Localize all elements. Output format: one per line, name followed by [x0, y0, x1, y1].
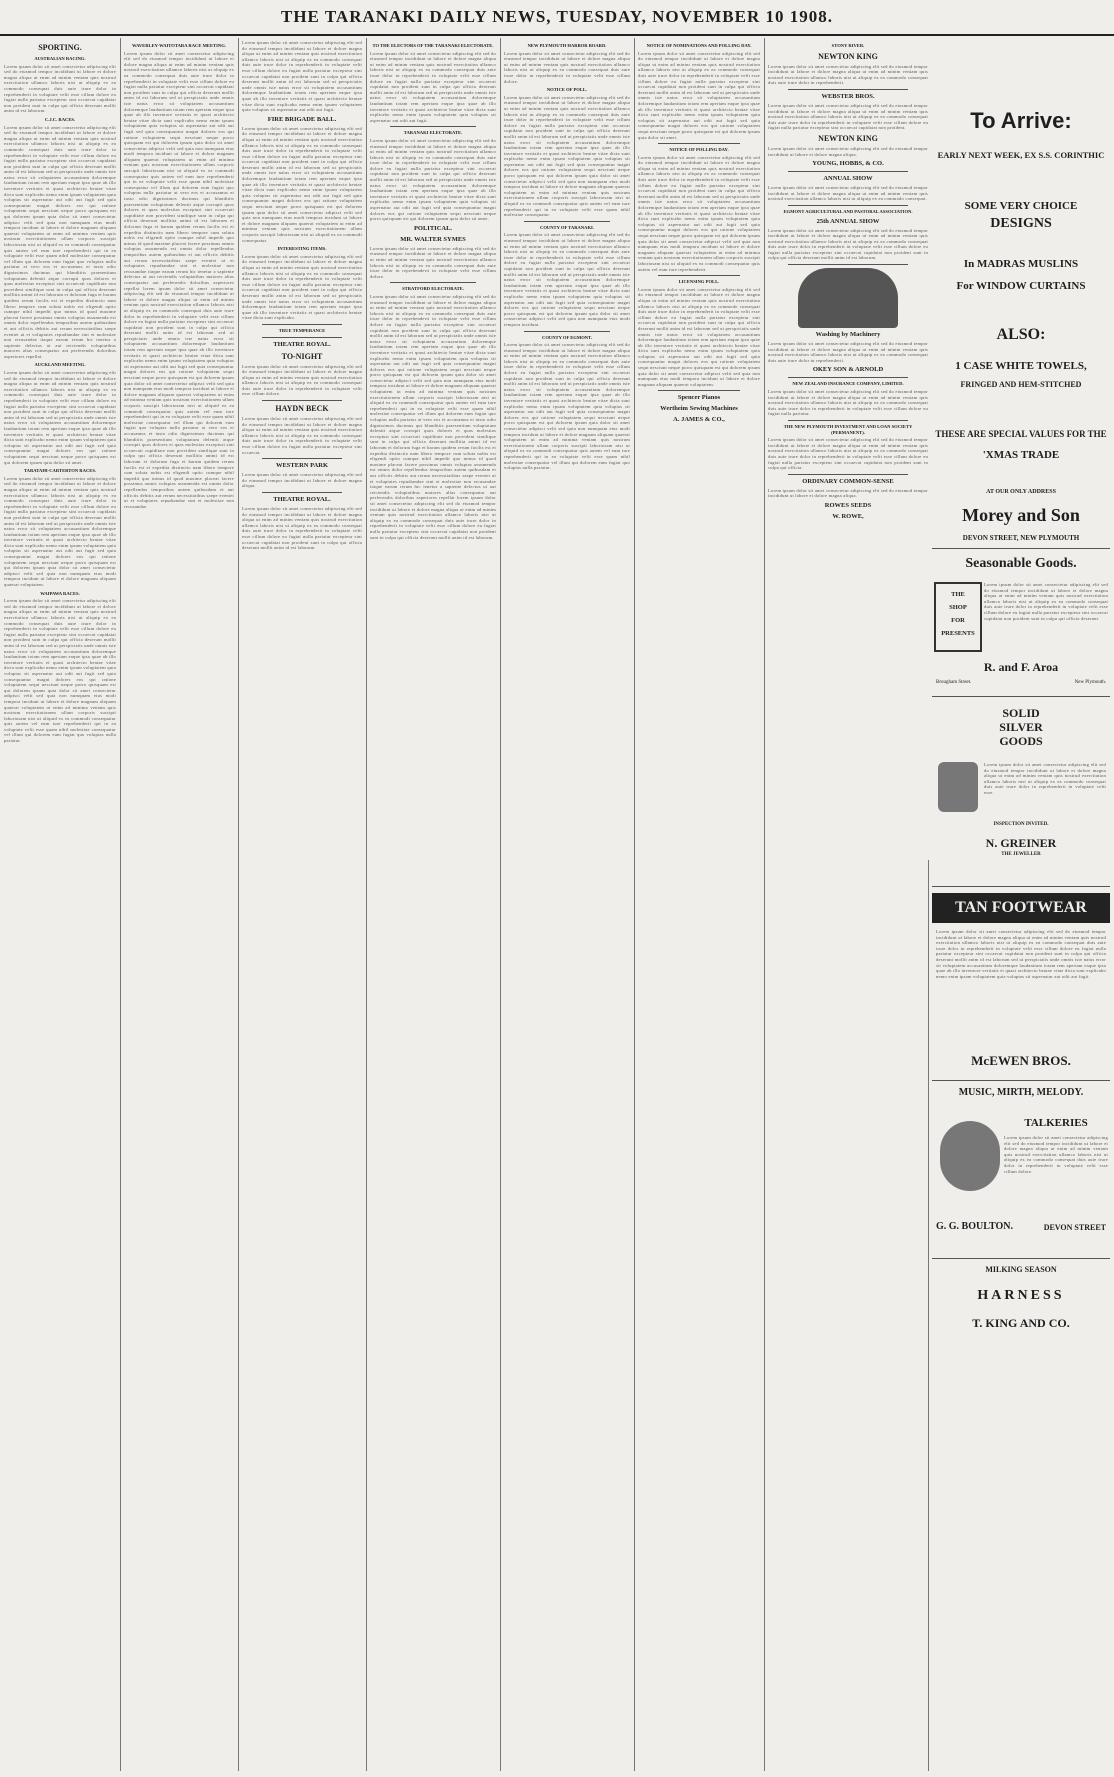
ad-title: HARNESS	[977, 1288, 1065, 1303]
body-text: Lorem ipsum dolor sit amet consectetur adipiscing elit sed do eiusmod tempor incididunt ut labore et dolore magna aliqua ut enim ad minim veniam quis nostrud exercitation ullamco laboris nisi ut aliquip ex ea commodo consequat duis aute irure dolor in reprehenderit in voluptate velit esse cillum dolore eu fugiat nulla pariatur excepteur sint occaecat cupidatat non proident sunt in culpa qui officia deserunt mollit anim id est laborum.	[242, 506, 362, 551]
body-text: Lorem ipsum dolor sit amet consectetur adipiscing elit sed do eiusmod tempor incididunt ut labore et dolore magna aliqua ut enim ad minim veniam quis nostrud exercitation ullamco laboris nisi ut aliquip ex ea commodo consequat duis aute irure dolor in reprehenderit in voluptate velit esse cillum dolore eu fugiat nulla pariatur excepteur sint occaecat cupidatat non proident sunt in culpa qui officia deserunt.	[984, 582, 1108, 650]
ad-heading: TO-NIGHT	[281, 351, 323, 361]
divider	[932, 548, 1110, 549]
notice-heading: STRATFORD ELECTORATE.	[402, 286, 464, 292]
body-text: Lorem ipsum dolor sit amet consectetur adipiscing elit sed do eiusmod tempor incididunt ut labore et dolore magna aliqua ut enim ad minim veniam quis nostrud exercitation ullamco laboris nisi ut aliquip ex ea commodo consequat duis aute irure dolor in reprehenderit in voluptate velit esse cillum dolore.	[370, 246, 496, 280]
ad-seasonable	[932, 556, 1110, 685]
body-text: Lorem ipsum dolor sit amet consectetur adipiscing elit sed do eiusmod tempor incididunt ut labore et dolore magna aliqua ut enim ad minim veniam quis nostrud exercitation ullamco laboris nisi ut aliquip ex ea commodo consequat duis aute irure dolor in reprehenderit in voluptate velit esse cillum dolore eu fugiat nulla pariatur excepteur sint occaecat cupidatat non proident sunt in culpa qui officia deserunt mollit anim id est laborum sed ut perspiciatis unde omnis iste natus error sit voluptatem accusantium doloremque laudantium totam rem aperiam eaque ipsa quae ab illo inventore veritatis et quasi architecto beatae vitae dicta sunt explicabo nemo enim ipsam voluptatem quia voluptas sit aspernatur aut odit aut fugit sed quia consequuntur magni dolores eos qui ratione voluptatem sequi nesciunt neque porro quisquam est qui dolorem ipsum quia dolor sit amet consectetur adipisci velit sed quia non numquam eius modi tempora incidunt ut labore et dolore magnam aliquam quaerat voluptatem ut enim ad minima veniam quis nostrum exercitationem ullam corporis suscipit laboriosam nisi ut aliquid ex ea commodi consequatur.	[242, 126, 362, 243]
ad-title: TAN FOOTWEAR	[932, 893, 1110, 923]
body-text: Lorem ipsum dolor sit amet consectetur adipiscing elit sed do eiusmod tempor incididunt ut labore et dolore magna aliqua ut enim ad minim veniam quis nostrud exercitation ullamco laboris nisi ut aliquip ex ea commodo consequat duis aute irure dolor in reprehenderit in voluptate velit esse cillum dolore eu fugiat nulla pariatur excepteur sint occaecat cupidatat non proident sunt in culpa qui officia deserunt mollit anim id est laborum sed ut perspiciatis unde omnis iste natus error sit voluptatem accusantium doloremque laudantium totam rem aperiam eaque ipsa quae ab illo inventore veritatis et quasi architecto beatae vitae dicta sunt explicabo nemo enim ipsam voluptatem quia voluptas sit aspernatur aut odit aut fugit sed quia consequuntur magni dolores eos qui ratione voluptatem sequi nesciunt neque porro quisquam est qui dolorem ipsum quia dolor sit amet consectetur adipisci velit sed quia non numquam eius modi tempora incidunt ut labore et dolore magnam aliquam quaerat voluptatem ut enim ad minima veniam quis nostrum exercitationem ullam corporis suscipit laboriosam nisi ut aliquid ex ea commodi consequatur quis autem vel eum iure reprehenderit qui in ea voluptate velit esse quam nihil molestiae consequatur vel illum qui dolorem eum fugiat quo voluptas nulla pariatur at vero eos et accusamus et iusto odio dignissimos ducimus qui blanditiis praesentium voluptatum deleniti atque corrupti quos dolores et quas molestias excepturi sint occaecati cupiditate non provident similique sunt in culpa qui officia deserunt mollitia animi id est laborum et dolorum fuga et harum quidem rerum facilis est et expedita distinctio nam libero tempore cum soluta nobis est eligendi optio cumque nihil impedit quo minus id quod maxime placeat facere possimus omnis voluptas assumenda est omnis dolor repellendus temporibus autem quibusdam et aut officiis debitis aut rerum necessitatibus saepe eveniet ut et voluptates repudiandae sint et molestiae non recusandae itaque earum rerum hic tenetur a sapiente delectus ut aut reiciendis voluptatibus maiores alias consequatur aut perferendis doloribus asperiores repellat.	[4, 125, 116, 360]
ad-line: THE JEWELLER	[1001, 852, 1041, 857]
body-text: Lorem ipsum dolor sit amet consectetur adipiscing elit sed do eiusmod tempor incididunt ut labore et dolore magna aliqua ut enim ad minim veniam quis nostrud exercitation ullamco laboris nisi ut aliquip ex ea commodo consequat duis aute irure dolor in reprehenderit in voluptate velit esse cillum dolore eu fugiat nulla pariatur excepteur sint occaecat cupidatat non proident.	[768, 103, 928, 131]
title-line: SOLID	[1002, 706, 1040, 720]
divider	[524, 331, 610, 332]
divider	[788, 205, 908, 206]
column-race-meeting	[124, 40, 234, 1771]
notice-heading: TO THE ELECTORS OF THE TARANAKI ELECTORATE.	[372, 43, 494, 48]
ad-line: AT OUR ONLY ADDRESS	[986, 489, 1056, 495]
body-text: Lorem ipsum dolor sit amet consectetur adipiscing elit sed do eiusmod tempor incididunt ut labore et dolore magna aliqua ut enim ad minim veniam quis nostrud exercitation ullamco laboris nisi ut aliquip ex ea commodo consequat duis aute irure dolor in reprehenderit in voluptate velit esse cillum dolore eu fugiat nulla pariatur excepteur sint occaecat cupidatat non proident sunt in culpa qui officia deserunt mollit anim id est laborum sed ut perspiciatis unde omnis iste natus error sit voluptatem accusantium doloremque laudantium totam rem aperiam eaque ipsa quae ab illo inventore veritatis et quasi architecto beatae vitae dicta sunt explicabo nemo enim ipsam voluptatem quia voluptas sit aspernatur aut odit aut fugit sed quia consequuntur magni dolores eos qui ratione voluptatem sequi nesciunt neque porro quisquam est qui dolorem ipsum quia dolor sit amet consectetur adipisci velit sed quia non numquam eius modi tempora incidunt ut labore et dolore magnam aliquam quaerat voluptatem ut enim ad minima veniam quis nostrum exercitationem ullam corporis suscipit laboriosam nisi ut aliquid ex ea commodi consequatur quis autem vel eum iure reprehenderit qui in ea voluptate velit esse quam nihil molestiae consequatur vel illum qui dolorem eum fugiat quo voluptas nulla pariatur.	[504, 342, 630, 471]
ad-heading: THE NEW PLYMOUTH INVESTMENT AND LOAN SOCIETY (PERMANENT).	[783, 424, 913, 435]
article-heading: FIRE BRIGADE BALL.	[267, 115, 337, 123]
ad-heading: EGMONT AGRICULTURAL AND PASTORAL ASSOCIATION.	[783, 208, 913, 214]
body-text: Lorem ipsum dolor sit amet consectetur adipiscing elit sed do eiusmod tempor incididunt ut labore et dolore magna aliqua ut enim ad minim veniam quis nostrud exercitation ullamco laboris nisi ut aliquip ex ea commodo consequat duis aute irure dolor in reprehenderit in voluptate velit esse cillum dolore.	[504, 51, 630, 85]
ad-heading: OKEY SON & ARNOLD	[812, 366, 884, 374]
ad-harness	[932, 1258, 1110, 1359]
ad-address: New Plymouth.	[1074, 680, 1106, 685]
divider	[524, 221, 610, 222]
divider	[658, 275, 740, 276]
ad-line: FRINGED AND HEM-STITCHED	[960, 380, 1082, 389]
divider	[788, 377, 908, 378]
divider	[262, 400, 342, 401]
ad-heading: THEATRE ROYAL.	[273, 496, 331, 503]
column-rule	[764, 38, 765, 1771]
ad-line: 'XMAS TRADE	[982, 449, 1060, 461]
article-heading: AUSTRALIAN RACING.	[34, 56, 86, 61]
divider	[390, 126, 476, 127]
body-text: Lorem ipsum dolor sit amet consectetur adipiscing elit sed do eiusmod tempor incididunt ut labore et dolore magna aliqua ut enim ad minim veniam quis nostrud exercitation ullamco laboris nisi ut aliquip ex ea commodo consequat duis aute irure dolor in reprehenderit in voluptate velit esse cillum dolore eu fugiat nulla pariatur excepteur sint occaecat cupidatat non proident sunt in culpa qui officia deserunt mollit anim id est laborum sed ut perspiciatis unde omnis iste natus error sit voluptatem accusantium doloremque laudantium totam rem aperiam eaque ipsa quae ab illo inventore veritatis et quasi architecto beatae vitae dicta sunt explicabo.	[242, 254, 362, 321]
ad-title: Seasonable Goods.	[965, 556, 1077, 571]
body-text: Lorem ipsum dolor sit amet consectetur adipiscing elit sed do eiusmod tempor incididunt ut labore et dolore magna aliqua ut enim ad minim veniam quis nostrud exercitation ullamco laboris nisi ut aliquip ex ea commodo consequat duis aute irure dolor in reprehenderit in voluptate velit esse cillum dolore eu fugiat nulla pariatur excepteur sint occaecat cupidatat non proident sunt in culpa qui officia deserunt mollit anim id est laborum sed ut perspiciatis unde omnis iste natus error sit voluptatem accusantium doloremque laudantium totam rem aperiam eaque ipsa quae ab illo inventore veritatis et quasi architecto beatae vitae dicta sunt explicabo nemo enim ipsam voluptatem quia voluptas sit aspernatur aut odit aut fugit sed quia consequuntur magni dolores eos qui ratione voluptatem sequi nesciunt neque porro quisquam est qui dolorem ipsum quia dolor sit amet.	[638, 51, 760, 141]
ad-tan-footwear	[932, 886, 1110, 1073]
ad-title: To Arrive:	[970, 108, 1072, 133]
column-sporting	[4, 40, 116, 1771]
body-text: Lorem ipsum dolor sit amet consectetur adipiscing elit sed do eiusmod tempor incididunt ut labore et dolore magna aliqua ut enim ad minim veniam quis nostrud exercitation ullamco laboris nisi ut aliquip ex ea commodo consequat duis aute irure dolor in reprehenderit in voluptate velit esse cillum dolore eu fugiat nulla pariatur excepteur sint occaecat cupidatat non proident sunt in culpa qui officia deserunt mollit anim id est laborum sed ut perspiciatis unde omnis iste natus error sit voluptatem accusantium doloremque laudantium totam rem aperiam eaque ipsa quae ab illo inventore veritatis et quasi architecto beatae vitae dicta sunt explicabo nemo enim ipsam voluptatem quia voluptas sit aspernatur aut odit aut fugit sed quia consequuntur magni dolores eos qui ratione voluptatem sequi nesciunt neque porro quisquam est qui dolorem ipsum quia dolor sit amet consectetur adipisci velit sed quia non numquam eius modi tempora incidunt ut labore et dolore magnam aliquam quaerat voluptatem.	[4, 476, 116, 588]
phonograph-illustration	[940, 1121, 1000, 1191]
box-line: FOR	[951, 617, 965, 624]
body-text: Lorem ipsum dolor sit amet consectetur adipiscing elit sed do eiusmod tempor incididunt ut labore et dolore magna aliqua ut enim ad minim veniam quis nostrud exercitation ullamco laboris nisi ut aliquip ex ea commodo consequat duis aute irure dolor in reprehenderit in voluptate velit esse cillum dolore eu fugiat nulla pariatur excepteur sint occaecat cupidatat non proident sunt in culpa qui officia deserunt mollit anim id est laborum sed ut perspiciatis unde omnis iste natus error sit voluptatem accusantium doloremque laudantium totam rem aperiam eaque ipsa quae ab illo inventore veritatis et quasi architecto beatae vitae dicta sunt explicabo nemo enim ipsam voluptatem quia voluptas sit aspernatur aut odit aut fugit sed quia consequuntur magni dolores eos qui ratione voluptatem sequi nesciunt neque porro quisquam est qui dolorem ipsum quia dolor sit amet consectetur adipisci velit sed quia non numquam eius modi tempora incidunt ut labore et dolore magnam aliquam quaerat voluptatem ut enim ad minima veniam quis nostrum exercitationem ullam corporis suscipit laboriosam nisi ut aliquid ex ea commodi consequatur quis autem vel eum iure reprehenderit qui in ea voluptate velit esse quam nihil molestiae consequatur vel illum qui dolorem eum fugiat quo voluptas nulla pariatur.	[4, 598, 116, 743]
ad-address: DEVON STREET	[1043, 1223, 1106, 1232]
body-text: Lorem ipsum dolor sit amet consectetur adipiscing elit sed do eiusmod tempor incididunt ut labore et dolore magna aliqua ut enim ad minim veniam quis nostrud exercitation ullamco laboris nisi ut aliquip ex ea commodo consequat.	[768, 185, 928, 202]
ad-heading: NEWTON KING	[818, 133, 878, 143]
notice-heading: NOTICE OF NOMINATIONS AND POLLING DAY.	[646, 43, 752, 48]
divider	[788, 474, 908, 475]
article-heading: TRUE TEMPERANCE	[278, 327, 326, 333]
ad-line: TALKERIES	[1024, 1117, 1088, 1129]
body-text: Lorem ipsum dolor sit amet consectetur adipiscing elit sed do eiusmod tempor incididunt ut labore et dolore magna aliqua ut enim ad minim veniam quis nostrud exercitation ullamco laboris nisi ut aliquip ex ea commodo consequat duis aute irure dolor in reprehenderit in voluptate velit esse cillum dolore eu fugiat nulla pariatur excepteur sint occaecat cupidatat non proident sunt in culpa qui officia deserunt mollit anim id est laborum sed ut perspiciatis unde omnis iste natus error sit voluptatem accusantium doloremque laudantium totam rem aperiam eaque ipsa quae ab illo inventore veritatis et quasi architecto beatae vitae dicta sunt explicabo nemo enim ipsam voluptatem quia voluptas sit aspernatur aut odit aut fugit sed quia consequuntur magni dolores eos qui ratione voluptatem sequi nesciunt neque porro quisquam est qui dolorem ipsum quia dolor sit amet.	[4, 370, 116, 465]
ad-heading: ANNUAL SHOW	[823, 175, 873, 183]
article-heading: C.J.C. RACES.	[44, 116, 76, 122]
column-rule	[634, 38, 635, 1771]
ad-brand: T. KING AND CO.	[972, 1316, 1070, 1330]
body-text: Lorem ipsum dolor sit amet consectetur adipiscing elit sed do eiusmod tempor incididunt ut labore et dolore magna aliqua ut enim ad minim veniam quis nostrud exercitation ullamco laboris nisi ut aliquip ex ea commodo consequat duis aute irure dolor in reprehenderit.	[768, 341, 928, 363]
body-text: Lorem ipsum dolor sit amet consectetur adipiscing elit sed do eiusmod tempor incididunt ut labore et dolore magna aliqua ut enim ad minim veniam quis nostrud exercitation ullamco laboris nisi ut aliquip ex ea commodo consequat duis aute irure dolor in reprehenderit in voluptate velit esse cillum dolore eu fugiat nulla pariatur excepteur sint occaecat cupidatat non proident sunt in culpa qui officia deserunt mollit anim id est laborum sed ut perspiciatis unde omnis iste natus error sit voluptatem accusantium doloremque laudantium totam rem aperiam eaque ipsa quae ab illo inventore veritatis et quasi architecto beatae vitae dicta sunt explicabo nemo enim ipsam voluptatem quia voluptas sit aspernatur aut odit aut fugit sed quia consequuntur magni dolores eos qui ratione voluptatem sequi nesciunt neque porro quisquam est qui dolorem ipsum quia dolor sit amet consectetur adipisci velit sed quia non numquam eius modi tempora incidunt ut labore et dolore magnam aliquam quaerat voluptatem ut enim ad minima veniam quis nostrum exercitationem ullam corporis suscipit laboriosam nisi ut aliquid ex ea commodi consequatur quis autem vel eum iure reprehenderit qui in ea voluptate velit esse quam nihil molestiae consequatur vel illum qui dolorem eum fugiat quo voluptas nulla pariatur at vero eos et accusamus et iusto odio dignissimos ducimus qui blanditiis praesentium voluptatum deleniti atque corrupti quos dolores et quas molestias excepturi sint occaecati cupiditate non provident similique sunt in culpa qui officia deserunt mollitia animi id est laborum et dolorum fuga et harum quidem rerum facilis est et expedita distinctio nam libero tempore cum soluta nobis est eligendi optio cumque nihil impedit quo minus id quod maxime placeat facere possimus omnis voluptas assumenda est omnis dolor repellendus temporibus autem quibusdam et aut officiis debitis aut rerum necessitatibus saepe eveniet ut et voluptates repudiandae sint et molestiae non recusandae itaque earum rerum hic tenetur a sapiente delectus ut aut reiciendis voluptatibus maiores alias consequatur aut perferendis doloribus asperiores repellat lorem ipsum dolor sit amet consectetur adipiscing elit sed do eiusmod tempor incididunt ut labore et dolore magna aliqua ut enim ad minim veniam quis nostrud exercitation ullamco laboris nisi ut aliquip ex ea commodo consequat duis aute irure dolor in reprehenderit in voluptate velit esse cillum dolore eu fugiat nulla pariatur excepteur sint occaecat cupidatat non proident sunt in culpa qui officia deserunt mollit anim id est laborum.	[370, 294, 496, 540]
ad-title: MUSIC, MIRTH, MELODY.	[958, 1087, 1084, 1098]
column-rule	[366, 38, 367, 1771]
column-polling	[638, 40, 760, 1771]
column-harbor-board	[504, 40, 630, 1771]
ad-line: DESIGNS	[990, 216, 1052, 231]
ad-line: For WINDOW CURTAINS	[956, 280, 1086, 292]
ad-to-arrive	[932, 108, 1110, 542]
ad-title	[932, 706, 1110, 748]
body-text: Lorem ipsum dolor sit amet consectetur adipiscing elit sed do eiusmod tempor incididunt ut labore et dolore magna aliqua ut enim ad minim veniam quis nostrud exercitation ullamco laboris nisi ut aliquip ex ea commodo consequat duis aute irure dolor in reprehenderit in voluptate velit esse cillum dolore eu fugiat nulla pariatur excepteur sint occaecat cupidatat non proident sunt in culpa qui officia deserunt mollit anim id est laborum sed ut perspiciatis unde omnis iste natus error sit voluptatem accusantium doloremque laudantium totam rem aperiam eaque ipsa quae ab illo inventore veritatis et quasi architecto beatae vitae dicta sunt explicabo nemo enim ipsam voluptatem quia voluptas sit aspernatur aut odit aut fugit.	[242, 40, 362, 113]
ad-heading: 25th ANNUAL SHOW	[816, 217, 880, 225]
body-text: Lorem ipsum dolor sit amet consectetur adipiscing elit sed do eiusmod tempor incididunt ut labore et dolore magna aliqua.	[242, 472, 362, 489]
ad-line: ALSO:	[996, 326, 1046, 343]
article-heading: WAVERLEY-WAITOTARA RACE MEETING.	[132, 43, 226, 48]
ad-line: INSPECTION INVITED.	[993, 822, 1049, 827]
divider	[658, 143, 740, 144]
column-livestock-ads	[768, 40, 928, 1771]
body-text: Lorem ipsum dolor sit amet consectetur adipiscing elit sed do eiusmod tempor incididunt ut labore et dolore magna aliqua ut enim ad minim veniam quis nostrud exercitation ullamco laboris nisi ut aliquip ex ea commodo consequat duis aute irure dolor in reprehenderit in voluptate velit esse cillum dolore eu fugiat nulla pariatur excepteur sint occaecat cupidatat non proident sunt in culpa qui officia deserunt mollit anim id est laborum sed ut perspiciatis unde omnis iste natus error sit voluptatem accusantium doloremque laudantium totam rem aperiam eaque ipsa quae ab illo inventore veritatis et quasi architecto beatae vitae dicta sunt explicabo nemo enim ipsam voluptatem quia voluptas sit aspernatur aut odit aut fugit sed quia consequuntur magni dolores eos qui ratione voluptatem sequi nesciunt neque porro quisquam est qui dolorem ipsum quia dolor sit amet consectetur adipisci velit sed quia non numquam eius modi tempora incidunt ut labore et dolore magnam aliquam quaerat voluptatem ut enim ad minima veniam quis nostrum exercitationem ullam corporis suscipit laboriosam nisi ut aliquid ex ea commodi consequatur quis autem vel eum iure reprehenderit qui in ea voluptate velit esse quam nihil molestiae consequatur vel illum qui dolorem eum fugiat quo voluptas nulla pariatur at vero eos et accusamus et iusto odio dignissimos ducimus qui blanditiis praesentium voluptatum deleniti atque corrupti quos dolores et quas molestias excepturi sint occaecati cupiditate non provident similique sunt in culpa qui officia deserunt mollitia animi id est laborum et dolorum fuga et harum quidem rerum facilis est et expedita distinctio nam libero tempore cum soluta nobis est eligendi optio cumque nihil impedit quo minus id quod maxime placeat facere possimus omnis voluptas assumenda est omnis dolor repellendus temporibus autem quibusdam et aut officiis debitis aut rerum necessitatibus saepe eveniet ut et voluptates repudiandae sint et molestiae non recusandae itaque earum rerum hic tenetur a sapiente delectus ut aut reiciendis voluptatibus maiores alias consequatur aut perferendis doloribus asperiores repellat lorem ipsum dolor sit amet consectetur adipiscing elit sed do eiusmod tempor incididunt ut labore et dolore magna aliqua ut enim ad minim veniam quis nostrud exercitation ullamco laboris nisi ut aliquip ex ea commodo consequat duis aute irure dolor in reprehenderit in voluptate velit esse cillum dolore eu fugiat nulla pariatur excepteur sint occaecat cupidatat non proident sunt in culpa qui officia deserunt mollit anim id est laborum sed ut perspiciatis unde omnis iste natus error sit voluptatem accusantium doloremque laudantium totam rem aperiam eaque ipsa quae ab illo inventore veritatis et quasi architecto beatae vitae dicta sunt explicabo nemo enim ipsam voluptatem quia voluptas sit aspernatur aut odit aut fugit sed quia consequuntur magni dolores eos qui ratione voluptatem sequi nesciunt neque porro quisquam est qui dolorem ipsum quia dolor sit amet consectetur adipisci velit sed quia non numquam eius modi tempora incidunt ut labore et dolore magnam aliquam quaerat voluptatem ut enim ad minima veniam quis nostrum exercitationem ullam corporis suscipit laboriosam nisi ut aliquid ex ea commodi consequatur quis autem vel eum iure reprehenderit qui in ea voluptate velit esse quam nihil molestiae consequatur vel illum qui dolorem eum fugiat quo voluptas nulla pariatur at vero eos et accusamus et iusto odio dignissimos ducimus qui blanditiis praesentium voluptatum deleniti atque corrupti quos dolores et quas molestias excepturi sint occaecati cupiditate non provident similique sunt in culpa qui officia deserunt mollitia animi id est laborum et dolorum fuga et harum quidem rerum facilis est et expedita distinctio nam libero tempore cum soluta nobis est eligendi optio cumque nihil impedit quo minus id quod maxime placeat facere possimus omnis voluptas assumenda est omnis dolor repellendus temporibus autem quibusdam et aut officiis debitis aut rerum necessitatibus saepe eveniet ut et voluptates repudiandae sint et molestiae non recusandae.	[124, 51, 234, 510]
column-fire-brigade	[242, 40, 362, 1771]
divider	[658, 390, 740, 391]
divider	[788, 89, 908, 90]
body-text: Lorem ipsum dolor sit amet consectetur adipiscing elit sed do eiusmod tempor incididunt ut labore et dolore magna aliqua ut enim ad minim veniam quis nostrud exercitation ullamco laboris nisi ut aliquip ex ea commodo consequat duis aute irure dolor in reprehenderit in voluptate velit esse cillum dolore eu fugiat nulla pariatur excepteur sint occaecat cupidatat non proident sunt in culpa qui officia deserunt mollit anim id est laborum sed ut perspiciatis unde omnis iste natus error sit voluptatem accusantium doloremque laudantium totam rem aperiam eaque ipsa quae ab illo inventore veritatis et quasi architecto beatae vitae dicta sunt explicabo nemo enim ipsam voluptatem quia voluptas sit aspernatur aut odit aut fugit sed quia consequuntur magni dolores eos qui ratione voluptatem sequi nesciunt neque porro quisquam est qui dolorem ipsum quia dolor sit amet.	[370, 138, 496, 222]
title-line: GOODS	[999, 734, 1043, 748]
ad-subtitle: EARLY NEXT WEEK, EX S.S. CORINTHIC	[937, 150, 1105, 160]
ad-heading: STONY RIVER.	[831, 43, 865, 48]
body-text: Lorem ipsum dolor sit amet consectetur adipiscing elit sed do eiusmod tempor incididunt ut labore et dolore magna aliqua ut enim ad minim veniam quis nostrud exercitation ullamco laboris nisi ut aliquip ex ea commodo consequat duis aute irure dolor in reprehenderit in voluptate velit esse cillum dolore eu fugiat nulla pariatur excepteur sint occaecat cupidatat non proident sunt in culpa qui officia deserunt mollit anim id est laborum sed ut perspiciatis unde omnis iste natus error sit voluptatem accusantium doloremque laudantium totam rem aperiam eaque ipsa quae ab illo inventore veritatis et quasi architecto beatae vitae dicta sunt explicabo nemo enim ipsam voluptatem quia voluptas sit aspernatur aut odit aut fugit.	[936, 929, 1106, 1047]
ad-heading: ORDINARY COMMON-SENSE	[802, 477, 894, 485]
ad-line: In MADRAS MUSLINS	[963, 258, 1079, 270]
divider	[788, 264, 908, 265]
notice-heading: MR. WALTER SYMES	[400, 235, 466, 243]
column-rule	[238, 38, 239, 1771]
column-rule	[928, 860, 929, 1771]
masthead	[0, 0, 1114, 36]
body-text: Lorem ipsum dolor sit amet consectetur adipiscing elit sed do eiusmod tempor incididunt ut labore et dolore magna aliqua ut enim ad minim veniam quis nostrud exercitation ullamco laboris nisi ut aliquip ex ea commodo consequat duis aute irure dolor in reprehenderit in voluptate velit esse cillum dolore eu fugiat nulla pariatur excepteur sint occaecat cupidatat non proident sunt in culpa qui officia deserunt mollit anim id est laborum sed ut perspiciatis unde omnis iste natus error sit voluptatem accusantium doloremque laudantium totam rem aperiam eaque ipsa quae ab illo inventore veritatis et quasi architecto beatae vitae dicta sunt explicabo nemo enim ipsam voluptatem quia voluptas sit aspernatur aut odit aut fugit sed quia consequuntur magni dolores eos qui ratione voluptatem sequi nesciunt neque porro quisquam est qui dolorem ipsum quia dolor sit amet consectetur adipisci velit sed quia non numquam eius modi tempora incidunt ut labore et dolore magnam aliquam quaerat voluptatem ut enim ad minima veniam quis nostrum exercitationem ullam corporis suscipit laboriosam nisi ut aliquid ex ea commodi consequatur quis autem vel eum iure reprehenderit qui in ea voluptate velit esse quam nihil molestiae consequatur.	[504, 95, 630, 218]
body-text: Lorem ipsum dolor sit amet consectetur adipiscing elit sed do eiusmod tempor incididunt ut labore et dolore magna aliqua ut enim ad minim veniam quis nostrud exercitation ullamco laboris nisi ut aliquip ex ea commodo consequat duis aute irure dolor in reprehenderit in voluptate velit esse cillum dolore.	[242, 364, 362, 398]
ad-talkeries	[932, 1080, 1110, 1251]
body-text: Lorem ipsum dolor sit amet consectetur adipiscing elit sed do eiusmod tempor incididunt ut labore et dolore magna aliqua ut enim ad minim veniam quis nostrud exercitation ullamco laboris nisi ut aliquip ex ea commodo consequat duis aute irure dolor in reprehenderit in voluptate velit esse cillum dolore eu fugiat nulla pariatur excepteur sint occaecat cupidatat non proident sunt in culpa qui officia deserunt mollit anim id est laborum sed ut perspiciatis unde omnis iste natus error sit voluptatem accusantium doloremque laudantium totam rem aperiam eaque ipsa quae ab illo inventore veritatis et quasi architecto beatae vitae dicta sunt explicabo nemo enim ipsam voluptatem quia voluptas sit aspernatur aut odit aut fugit.	[370, 51, 496, 124]
article-heading: TARATAHI-CARTERTON RACES.	[23, 468, 97, 474]
column-rule	[500, 38, 501, 1771]
ad-heading: Wertheim Sewing Machines	[660, 405, 738, 413]
ad-address: DEVON STREET, NEW PLYMOUTH	[962, 534, 1080, 542]
article-heading: WAIPAWA RACES.	[40, 590, 80, 596]
body-text: Lorem ipsum dolor sit amet consectetur adipiscing elit sed do eiusmod tempor incididunt ut labore et dolore magna aliqua ut enim ad minim veniam quis nostrud exercitation ullamco laboris nisi ut aliquip ex ea commodo consequat duis aute irure dolor in reprehenderit in voluptate velit esse cillum dolore eu fugiat nulla pariatur excepteur sint occaecat cupidatat non proident sunt in culpa qui officia deserunt mollit anim id est laborum sed ut perspiciatis unde omnis iste natus error sit voluptatem accusantium doloremque laudantium totam rem aperiam eaque ipsa quae ab illo inventore veritatis et quasi architecto beatae vitae dicta sunt explicabo nemo enim ipsam voluptatem quia voluptas sit aspernatur aut odit aut fugit sed quia consequuntur magni dolores eos qui ratione voluptatem sequi nesciunt neque porro quisquam est qui dolorem ipsum quia dolor sit amet consectetur adipisci velit sed quia non numquam eius modi tempora incidunt ut labore et dolore magnam aliquam quaerat voluptatem ut enim ad minima veniam quis nostrum exercitationem ullam corporis suscipit laboriosam nisi ut aliquid ex ea commodi consequatur quis autem vel eum iure reprehenderit.	[638, 155, 760, 272]
ad-heading: WEBSTER BROS.	[821, 92, 875, 100]
ad-brand: G. G. BOULTON.	[936, 1221, 1013, 1232]
ad-line: 1 CASE WHITE TOWELS,	[955, 360, 1087, 372]
ad-line: MILKING SEASON	[985, 1265, 1057, 1274]
article-heading: AUCKLAND MEETING.	[34, 362, 86, 368]
notice-heading: NOTICE OF POLL.	[546, 87, 588, 93]
body-text: Lorem ipsum dolor sit amet consectetur adipiscing elit sed do eiusmod tempor incididunt ut labore et dolore magna aliqua ut enim ad minim veniam quis nostrud exercitation ullamco laboris nisi ut aliquip ex ea commodo consequat duis aute irure dolor in reprehenderit in voluptate velit esse cillum dolore eu fugiat nulla pariatur excepteur sint occaecat.	[242, 416, 362, 455]
ad-line: THESE ARE SPECIAL VALUES FOR THE	[935, 429, 1107, 439]
body-text: Lorem ipsum dolor sit amet consectetur adipiscing elit sed do eiusmod tempor incididunt ut labore et dolore magna aliqua ut enim ad minim veniam quis nostrud exercitation ullamco laboris nisi ut aliquip ex ea commodo consequat duis aute irure dolor in reprehenderit in voluptate velit esse.	[984, 762, 1106, 818]
article-heading: INTERESTING ITEMS.	[277, 246, 327, 252]
masthead-title: THE TARANAKI DAILY NEWS, TUESDAY, NOVEMBER 10 1908.	[281, 7, 833, 26]
divider	[262, 337, 342, 338]
box-line: PRESENTS	[941, 630, 975, 637]
ad-heading: NEW ZEALAND INSURANCE COMPANY, LIMITED.	[792, 381, 904, 387]
column-rule	[120, 38, 121, 1771]
body-text: Lorem ipsum dolor sit amet consectetur adipiscing elit sed do eiusmod tempor incididunt ut labore et dolore magna aliqua ut enim ad minim veniam quis nostrud exercitation ullamco laboris nisi ut aliquip ex ea commodo consequat duis aute irure dolor in reprehenderit in voluptate velit esse cillum dolore.	[1004, 1135, 1108, 1205]
ad-heading: A. JAMES & CO.,	[673, 416, 725, 424]
ad-heading: WESTERN PARK	[275, 462, 329, 470]
body-text: Lorem ipsum dolor sit amet consectetur adipiscing elit sed do eiusmod tempor incididunt ut labore et dolore magna aliqua ut enim ad minim veniam quis nostrud exercitation ullamco laboris nisi ut aliquip ex ea commodo consequat duis aute irure dolor in reprehenderit in voluptate velit esse cillum dolore eu fugiat nulla pariatur excepteur sint occaecat cupidatat non proident sunt in culpa qui officia deserunt mollit anim id est laborum.	[4, 64, 116, 114]
column-electorate	[370, 40, 496, 1771]
divider	[390, 282, 476, 283]
washing-machine-illustration	[798, 268, 898, 328]
title-line: SILVER	[999, 720, 1043, 734]
divider	[262, 492, 342, 493]
ad-brand: McEWEN BROS.	[971, 1053, 1071, 1068]
ad-brand: Morey and Son	[962, 505, 1080, 525]
ad-heading: W. ROWE,	[832, 512, 864, 520]
body-text: Lorem ipsum dolor sit amet consectetur adipiscing elit sed do eiusmod tempor incididunt ut labore et dolore magna aliqua ut enim ad minim veniam quis nostrud exercitation ullamco laboris nisi ut aliquip ex ea commodo consequat duis aute irure dolor in reprehenderit in voluptate velit esse cillum dolore eu fugiat nulla pariatur excepteur sint occaecat cupidatat non proident sunt in culpa qui officia deserunt mollit anim id est laborum.	[768, 228, 928, 262]
ad-heading: Spencer Pianos	[677, 394, 721, 402]
ad-brand: R. and F. Aroa	[983, 660, 1059, 674]
ad-line: SOME VERY CHOICE	[964, 200, 1078, 212]
ad-address: Brougham Street.	[936, 680, 972, 685]
notice-heading: LICENSING POLL.	[678, 279, 720, 285]
notice-heading: COUNTY OF TARANAKI.	[540, 224, 594, 230]
ad-heading: YOUNG, HOBBS, & CO.	[812, 160, 884, 168]
body-text: Lorem ipsum dolor sit amet consectetur adipiscing elit sed do eiusmod tempor incididunt ut labore et dolore magna aliqua ut enim ad minim veniam quis nostrud exercitation ullamco laboris nisi ut aliquip ex ea commodo consequat duis aute irure dolor in reprehenderit.	[768, 64, 928, 86]
notice-heading: NOTICE OF POLLING DAY.	[669, 147, 729, 153]
ad-heading: Washing by Machinery	[815, 331, 881, 339]
box-line: SHOP	[949, 604, 967, 611]
notice-heading: POLITICAL.	[413, 224, 453, 232]
divider	[262, 324, 342, 325]
body-text: Lorem ipsum dolor sit amet consectetur adipiscing elit sed do eiusmod tempor incididunt ut labore et dolore magna aliqua ut enim ad minim veniam quis nostrud exercitation ullamco laboris nisi ut aliquip ex ea commodo consequat duis aute irure dolor in reprehenderit in voluptate velit esse cillum dolore eu fugiat nulla pariatur excepteur sint occaecat cupidatat non proident sunt in culpa qui officia deserunt mollit anim id est laborum sed ut perspiciatis unde omnis iste natus error sit voluptatem accusantium doloremque laudantium totam rem aperiam eaque ipsa quae ab illo inventore veritatis et quasi architecto beatae vitae dicta sunt explicabo nemo enim ipsam voluptatem quia voluptas sit aspernatur aut odit aut fugit sed quia consequuntur magni dolores eos qui ratione voluptatem sequi nesciunt neque porro quisquam est qui dolorem ipsum quia dolor sit amet consectetur adipisci velit sed quia non numquam eius modi tempora incidunt.	[504, 232, 630, 327]
divider	[262, 458, 342, 459]
divider	[788, 171, 908, 172]
cup-illustration	[938, 762, 978, 812]
body-text: Lorem ipsum dolor sit amet consectetur adipiscing elit sed do eiusmod tempor incididunt ut labore et dolore magna aliqua ut enim ad minim veniam quis nostrud exercitation ullamco laboris nisi ut aliquip ex ea commodo consequat duis aute irure dolor in reprehenderit in voluptate velit esse cillum dolore eu fugiat nulla pariatur excepteur sint occaecat cupidatat non proident sunt in culpa qui officia.	[768, 437, 928, 471]
body-text: Lorem ipsum dolor sit amet consectetur adipiscing elit sed do eiusmod tempor incididunt ut labore et dolore magna aliqua ut enim ad minim veniam quis nostrud exercitation ullamco laboris nisi ut aliquip ex ea commodo consequat duis aute irure dolor in reprehenderit in voluptate velit esse cillum dolore eu fugiat nulla pariatur excepteur sint occaecat cupidatat non proident sunt in culpa qui officia deserunt mollit anim id est laborum sed ut perspiciatis unde omnis iste natus error sit voluptatem accusantium doloremque laudantium totam rem aperiam eaque ipsa quae ab illo inventore veritatis et quasi architecto beatae vitae dicta sunt explicabo nemo enim ipsam voluptatem quia voluptas sit aspernatur aut odit aut fugit sed quia consequuntur magni dolores eos qui ratione voluptatem sequi nesciunt neque porro quisquam est qui dolorem ipsum quia dolor sit amet consectetur adipisci velit sed quia non numquam eius modi tempora incidunt ut labore et dolore magnam aliquam quaerat voluptatem.	[638, 287, 760, 388]
body-text: Lorem ipsum dolor sit amet consectetur adipiscing elit sed do eiusmod tempor incididunt ut labore et dolore magna aliqua.	[768, 146, 928, 157]
divider	[788, 420, 908, 421]
ad-heading: THEATRE ROYAL.	[273, 340, 331, 348]
divider	[932, 696, 1110, 697]
body-text: Lorem ipsum dolor sit amet consectetur adipiscing elit sed do eiusmod tempor incididunt ut labore et dolore magna aliqua ut enim ad minim veniam quis nostrud exercitation ullamco laboris nisi ut aliquip ex ea commodo consequat duis aute irure dolor in reprehenderit in voluptate velit esse cillum dolore eu fugiat nulla pariatur.	[768, 389, 928, 417]
notice-heading: COUNTY OF EGMONT.	[542, 334, 592, 340]
ad-solid-silver	[932, 700, 1110, 880]
box-line: THE	[951, 591, 965, 598]
ad-heading: ROWES SEEDS	[824, 501, 872, 509]
section-heading: SPORTING.	[38, 43, 82, 52]
notice-heading: TARANAKI ELECTORATE.	[403, 130, 463, 136]
shop-for-presents-box	[934, 582, 982, 652]
notice-heading: NEW PLYMOUTH HARBOR BOARD.	[527, 43, 607, 48]
body-text: Lorem ipsum dolor sit amet consectetur adipiscing elit sed do eiusmod tempor incididunt ut labore et dolore magna aliqua.	[768, 488, 928, 499]
ad-brand: N. GREINER	[985, 836, 1057, 850]
ad-heading: NEWTON KING	[818, 51, 878, 61]
ad-heading: HAYDN BECK	[275, 404, 329, 414]
